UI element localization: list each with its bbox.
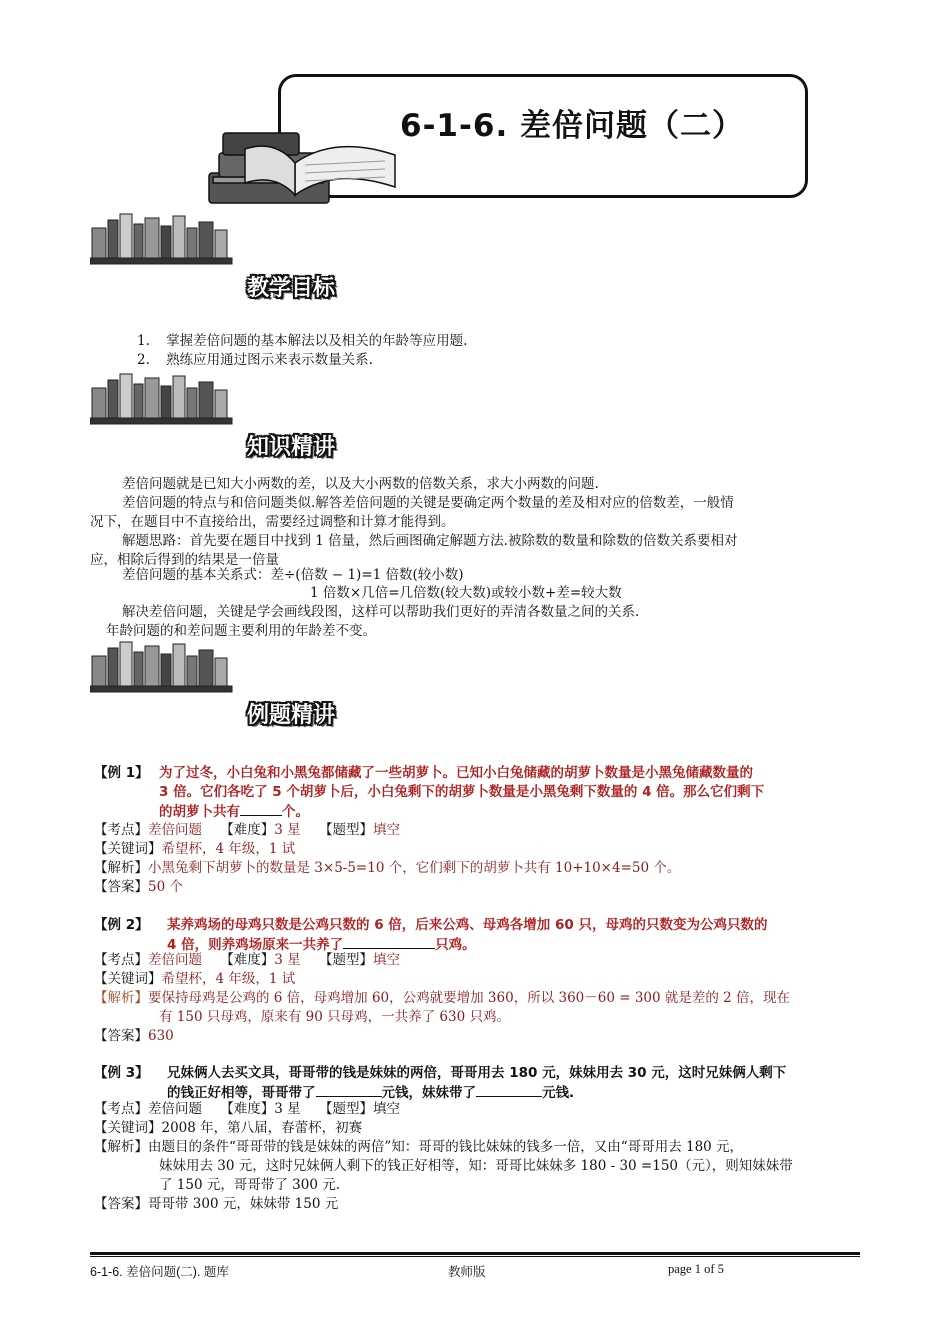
meta-line bbox=[94, 951, 400, 970]
meta-value: 差倍问题 bbox=[148, 952, 202, 968]
meta-value: 50 个 bbox=[148, 879, 183, 895]
answer-blank bbox=[240, 802, 282, 816]
bookshelf-icon bbox=[90, 210, 235, 266]
goal-text: 熟练应用通过图示来表示数量关系. bbox=[166, 352, 373, 368]
example-label: 【例 3】 bbox=[94, 1065, 149, 1081]
question-text: 元钱. bbox=[542, 1085, 575, 1101]
meta-line bbox=[94, 970, 295, 989]
meta-line bbox=[94, 1195, 338, 1214]
meta-line bbox=[94, 840, 295, 859]
meta-value: 3 星 bbox=[274, 952, 301, 968]
meta-value: 2008 年，第八届，春蕾杯，初赛 bbox=[161, 1120, 363, 1136]
meta-value: 希望杯，4 年级，1 试 bbox=[161, 971, 296, 987]
meta-tag: 【题型】 bbox=[318, 952, 373, 968]
meta-tag: 【答案】 bbox=[94, 879, 148, 895]
meta-tag: 【关键词】 bbox=[94, 971, 162, 987]
example-question-line: 某养鸡场的母鸡只数是公鸡只数的 6 倍，后来公鸡、母鸡各增加 60 只，母鸡的只数变为公鸡只数的 bbox=[167, 917, 768, 933]
meta-value: 630 bbox=[148, 1028, 174, 1044]
meta-tag: 【考点】 bbox=[94, 822, 148, 838]
meta-line: 有 150 只母鸡，原来有 90 只母鸡，一共养了 630 只鸡。 bbox=[159, 1009, 510, 1025]
meta-tag: 【解析】 bbox=[94, 860, 148, 876]
knowledge-line: 应，相除后得到的结果是一倍量 bbox=[90, 552, 279, 568]
meta-value: 希望杯，4 年级，1 试 bbox=[161, 841, 296, 857]
knowledge-line: 年龄问题的和差问题主要利用的年龄差不变。 bbox=[106, 623, 376, 639]
example-label: 【例 1】 bbox=[94, 765, 149, 781]
bookshelf-icon bbox=[90, 370, 235, 426]
question-text: 4 倍，则养鸡场原来一共养了 bbox=[167, 937, 344, 953]
example-question-line: 兄妹俩人去买文具，哥哥带的钱是妹妹的两倍，哥哥用去 180 元，妹妹用去 30 元，这时兄妹俩人剩下 bbox=[167, 1065, 787, 1081]
knowledge-line: 差倍问题的基本关系式：差÷(倍数 − 1)=1 倍数(较小数) bbox=[122, 567, 464, 583]
meta-line: 了 150 元，哥哥带了 300 元. bbox=[159, 1177, 340, 1193]
knowledge-line: 差倍问题的特点与和倍问题类似.解答差倍问题的关键是要确定两个数量的差及相对应的倍数差，一般情 bbox=[122, 495, 734, 511]
meta-line bbox=[94, 821, 400, 840]
section-title-goals: 教学目标 bbox=[247, 276, 336, 301]
meta-value: 3 星 bbox=[274, 1101, 301, 1117]
meta-value: 填空 bbox=[372, 952, 400, 968]
meta-line bbox=[94, 859, 680, 878]
bookshelf-icon bbox=[90, 638, 235, 694]
meta-value: 填空 bbox=[372, 1101, 400, 1117]
goal-number: 1. bbox=[137, 333, 150, 349]
section-title-knowledge: 知识精讲 bbox=[247, 435, 336, 460]
example-label: 【例 2】 bbox=[94, 917, 149, 933]
meta-value: 填空 bbox=[372, 822, 400, 838]
meta-line bbox=[94, 1138, 743, 1157]
section-title-examples: 例题精讲 bbox=[247, 703, 336, 728]
meta-tag: 【关键词】 bbox=[94, 1120, 162, 1136]
meta-tag: 【答案】 bbox=[94, 1028, 148, 1044]
answer-blank bbox=[476, 1083, 542, 1097]
footer-divider bbox=[90, 1256, 860, 1257]
question-text: 的胡萝卜共有 bbox=[159, 804, 240, 820]
books-illustration bbox=[205, 125, 405, 213]
meta-value: 小黑兔剩下胡萝卜的数量是 3×5-5=10 个，它们剩下的胡萝卜共有 10+10×4=50 个。 bbox=[148, 860, 681, 876]
meta-tag: 【题型】 bbox=[318, 822, 373, 838]
footer-center: 教师版 bbox=[448, 1265, 486, 1279]
answer-blank bbox=[316, 1083, 382, 1097]
example-question-line: 为了过冬，小白兔和小黑兔都储藏了一些胡萝卜。已知小白兔储藏的胡萝卜数量是小黑兔储藏数量的 bbox=[159, 765, 753, 781]
example-question-line bbox=[159, 802, 309, 822]
answer-blank bbox=[343, 935, 435, 949]
meta-tag: 【难度】 bbox=[220, 1101, 275, 1117]
page-title: 6-1-6. 差倍问题（二） bbox=[400, 108, 745, 144]
meta-line: 妹妹用去 30 元，这时兄妹俩人剩下的钱正好相等，知：哥哥比妹妹多 180 - 30 =150（元），则知妹妹带 bbox=[159, 1158, 793, 1174]
footer-divider bbox=[90, 1252, 860, 1255]
example-question-line: 3 倍。它们各吃了 5 个胡萝卜后，小白兔剩下的胡萝卜数量是小黑兔剩下数量的 4 倍。那么它们剩下 bbox=[159, 784, 765, 800]
question-text: 个。 bbox=[282, 804, 309, 820]
goal-item bbox=[137, 351, 373, 370]
meta-value: 差倍问题 bbox=[148, 822, 202, 838]
meta-value: 3 星 bbox=[274, 822, 301, 838]
meta-tag: 【解析】 bbox=[94, 990, 148, 1006]
knowledge-line: 1 倍数×几倍=几倍数(较大数)或较小数+差=较大数 bbox=[310, 585, 622, 601]
knowledge-line: 解决差倍问题，关键是学会画线段图，这样可以帮助我们更好的弄清各数量之间的关系. bbox=[122, 604, 640, 620]
meta-tag: 【考点】 bbox=[94, 1101, 148, 1117]
meta-tag: 【难度】 bbox=[220, 822, 275, 838]
meta-line bbox=[94, 989, 790, 1008]
meta-tag: 【关键词】 bbox=[94, 841, 162, 857]
meta-line bbox=[94, 878, 183, 897]
meta-value: 要保持母鸡是公鸡的 6 倍，母鸡增加 60，公鸡就要增加 360，所以 360－60 = 300 就是差的 2 倍，现在 bbox=[148, 990, 791, 1006]
meta-line bbox=[94, 1027, 174, 1046]
meta-tag: 【答案】 bbox=[94, 1196, 148, 1212]
footer-left: 6-1-6. 差倍问题(二). 题库 bbox=[90, 1265, 229, 1279]
knowledge-line: 况下，在题目中不直接给出，需要经过调整和计算才能得到。 bbox=[90, 514, 455, 530]
meta-tag: 【题型】 bbox=[318, 1101, 373, 1117]
meta-line bbox=[94, 1119, 362, 1138]
goal-number: 2. bbox=[137, 352, 150, 368]
footer-page-number: page 1 of 5 bbox=[668, 1262, 724, 1276]
goal-item bbox=[137, 332, 467, 351]
meta-tag: 【考点】 bbox=[94, 952, 148, 968]
goal-text: 掌握差倍问题的基本解法以及相关的年龄等应用题. bbox=[166, 333, 468, 349]
meta-tag: 【难度】 bbox=[220, 952, 275, 968]
knowledge-line: 差倍问题就是已知大小两数的差，以及大小两数的倍数关系，求大小两数的问题. bbox=[122, 476, 599, 492]
meta-value: 由题目的条件“哥哥带的钱是妹妹的两倍”知：哥哥的钱比妹妹的钱多一倍，又由“哥哥用去 180 元， bbox=[148, 1139, 744, 1155]
meta-value: 哥哥带 300 元，妹妹带 150 元 bbox=[148, 1196, 339, 1212]
knowledge-line: 解题思路：首先要在题目中找到 1 倍量，然后画图确定解题方法.被除数的数量和除数的倍数关系要相对 bbox=[122, 533, 738, 549]
meta-value: 差倍问题 bbox=[148, 1101, 202, 1117]
meta-line bbox=[94, 1100, 400, 1119]
meta-tag: 【解析】 bbox=[94, 1139, 148, 1155]
question-text: 元钱，妹妹带了 bbox=[381, 1085, 476, 1101]
question-text: 的钱正好相等，哥哥带了 bbox=[167, 1085, 316, 1101]
question-text: 只鸡。 bbox=[435, 937, 476, 953]
